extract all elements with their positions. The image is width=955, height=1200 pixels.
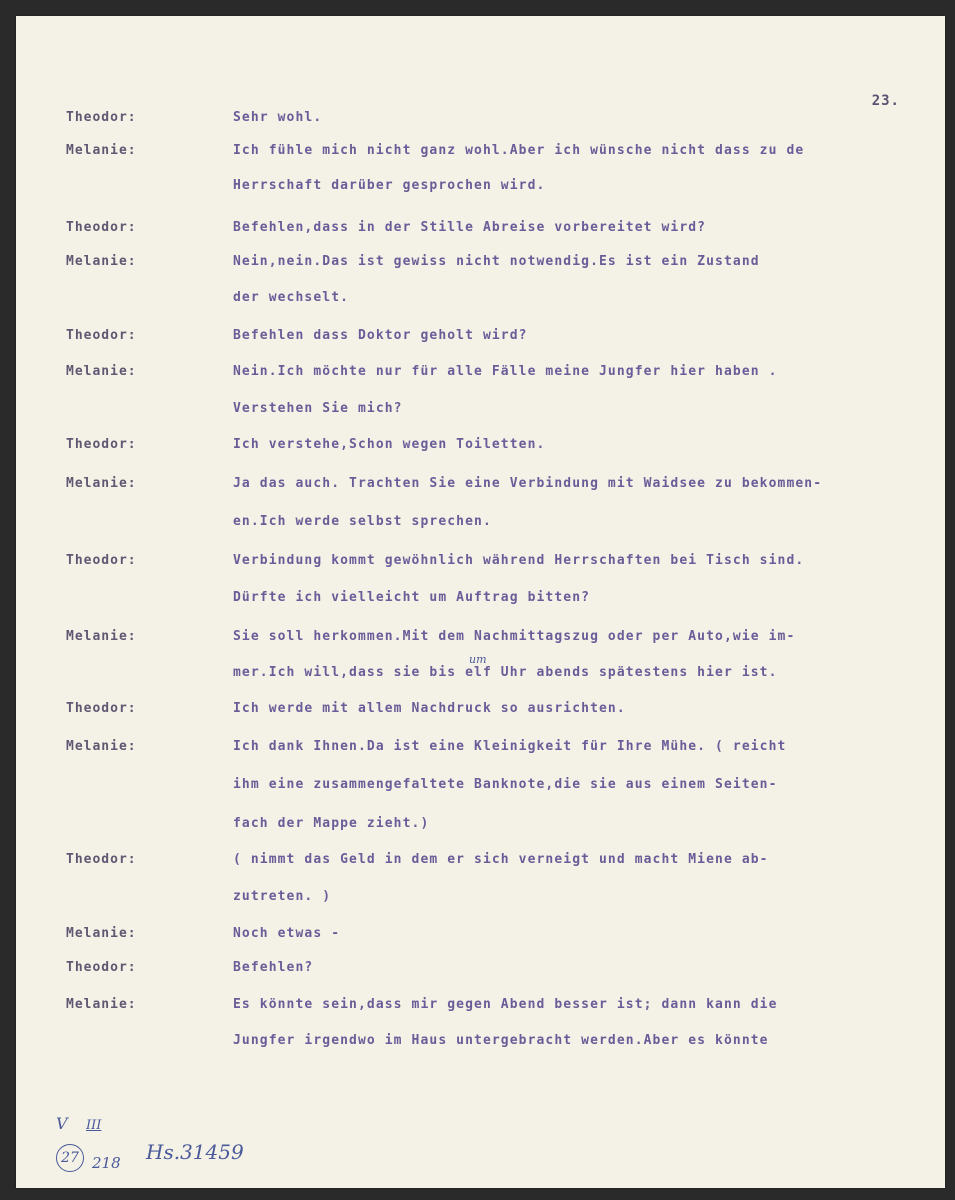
dialogue-line: mer.Ich will,dass sie bis elf Uhr abends spätestens hier ist. bbox=[233, 665, 778, 680]
dialogue-line: Befehlen,dass in der Stille Abreise vorbereitet wird? bbox=[233, 220, 707, 235]
speaker-name: Melanie: bbox=[66, 254, 137, 269]
dialogue-line: Befehlen? bbox=[233, 960, 314, 975]
dialogue-line: zutreten. ) bbox=[233, 889, 332, 904]
speaker-name: Melanie: bbox=[66, 739, 137, 754]
speaker-name: Theodor: bbox=[66, 328, 137, 343]
interlinear-correction: um bbox=[469, 653, 487, 666]
shelfmark: Hs.31459 bbox=[146, 1140, 244, 1164]
speaker-name: Melanie: bbox=[66, 476, 137, 491]
dialogue-line: ihm eine zusammengefaltete Banknote,die sie aus einem Seiten- bbox=[233, 777, 778, 792]
dialogue-line: der wechselt. bbox=[233, 290, 350, 305]
speaker-name: Melanie: bbox=[66, 143, 137, 158]
dialogue-line: fach der Mappe zieht.) bbox=[233, 816, 430, 831]
speaker-name: Theodor: bbox=[66, 553, 137, 568]
speaker-name: Melanie: bbox=[66, 629, 137, 644]
dialogue-line: Verstehen Sie mich? bbox=[233, 401, 403, 416]
dialogue-line: Sie soll herkommen.Mit dem Nachmittagszug oder per Auto,wie im- bbox=[233, 629, 796, 644]
annotation-number: 218 bbox=[92, 1154, 121, 1172]
dialogue-line: Ich fühle mich nicht ganz wohl.Aber ich wünsche nicht dass zu de bbox=[233, 143, 805, 158]
speaker-name: Theodor: bbox=[66, 852, 137, 867]
dialogue-line: Es könnte sein,dass mir gegen Abend besser ist; dann kann die bbox=[233, 997, 778, 1012]
dialogue-line: Noch etwas - bbox=[233, 926, 341, 941]
dialogue-line: Sehr wohl. bbox=[233, 110, 323, 125]
annotation-roman: V bbox=[56, 1114, 68, 1133]
dialogue-line: Ich verstehe,Schon wegen Toiletten. bbox=[233, 437, 546, 452]
dialogue-line: Herrschaft darüber gesprochen wird. bbox=[233, 178, 546, 193]
speaker-name: Melanie: bbox=[66, 926, 137, 941]
dialogue-line: Befehlen dass Doktor geholt wird? bbox=[233, 328, 528, 343]
dialogue-line: Dürfte ich vielleicht um Auftrag bitten? bbox=[233, 590, 591, 605]
dialogue-line: Ich dank Ihnen.Da ist eine Kleinigkeit für Ihre Mühe. ( reicht bbox=[233, 739, 787, 754]
dialogue-line: Verbindung kommt gewöhnlich während Herrschaften bei Tisch sind. bbox=[233, 553, 805, 568]
speaker-name: Theodor: bbox=[66, 960, 137, 975]
annotation-circled-number: 27 bbox=[56, 1144, 84, 1172]
page-number: 23. bbox=[871, 93, 900, 109]
speaker-name: Theodor: bbox=[66, 437, 137, 452]
annotation-roman-2: III bbox=[86, 1118, 102, 1133]
dialogue-line: en.Ich werde selbst sprechen. bbox=[233, 514, 492, 529]
speaker-name: Theodor: bbox=[66, 220, 137, 235]
dialogue-line: Nein,nein.Das ist gewiss nicht notwendig.Es ist ein Zustand bbox=[233, 254, 760, 269]
dialogue-line: Ja das auch. Trachten Sie eine Verbindung mit Waidsee zu bekommen- bbox=[233, 476, 823, 491]
speaker-name: Melanie: bbox=[66, 364, 137, 379]
speaker-name: Theodor: bbox=[66, 110, 137, 125]
dialogue-line: ( nimmt das Geld in dem er sich verneigt und macht Miene ab- bbox=[233, 852, 769, 867]
speaker-name: Theodor: bbox=[66, 701, 137, 716]
dialogue-line: Ich werde mit allem Nachdruck so ausrichten. bbox=[233, 701, 626, 716]
dialogue-line: Nein.Ich möchte nur für alle Fälle meine Jungfer hier haben . bbox=[233, 364, 778, 379]
document-page bbox=[16, 16, 945, 1188]
speaker-name: Melanie: bbox=[66, 997, 137, 1012]
dialogue-line: Jungfer irgendwo im Haus untergebracht werden.Aber es könnte bbox=[233, 1033, 769, 1048]
